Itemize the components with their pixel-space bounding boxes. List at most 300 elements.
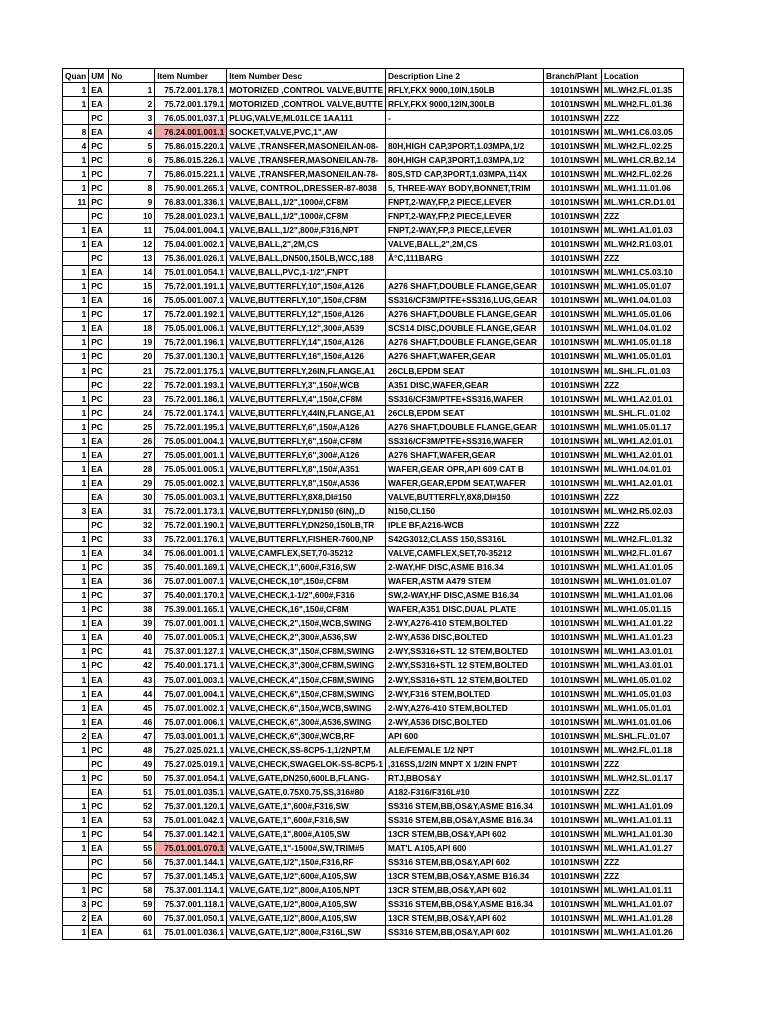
table-row (63, 167, 684, 181)
item-number-cell: 75.90.001.265.1 (155, 181, 227, 195)
item-desc-cell: VALVE,GATE,1"-1500#,SW,TRIM#5 (227, 841, 386, 855)
table-row (63, 237, 684, 251)
line-number-cell: 22 (109, 378, 155, 392)
item-desc-cell: MOTORIZED ,CONTROL VALVE,BUTTE (227, 97, 386, 111)
branch-plant-cell: 10101NSWH (544, 532, 602, 546)
line-number-cell: 57 (109, 869, 155, 883)
line-number-cell: 50 (109, 771, 155, 785)
description-line-2-cell: RTJ,BBOS&Y (386, 771, 544, 785)
quantity-cell: 1 (63, 392, 89, 406)
description-line-2-cell: FNPT,2-WAY,FP,2 PIECE,LEVER (386, 209, 544, 223)
line-number-cell: 46 (109, 715, 155, 729)
table-row (63, 785, 684, 799)
line-number-cell: 24 (109, 406, 155, 420)
table-row (63, 841, 684, 855)
location-cell: ZZZ (602, 378, 684, 392)
table-row (63, 153, 684, 167)
branch-plant-cell: 10101NSWH (544, 363, 602, 377)
item-number-cell: 75.72.001.175.1 (155, 363, 227, 377)
branch-plant-cell: 10101NSWH (544, 125, 602, 139)
description-line-2-cell: 13CR STEM,BB,OS&Y,ASME B16.34 (386, 869, 544, 883)
header-um: UM (89, 69, 109, 83)
line-number-cell: 23 (109, 392, 155, 406)
location-cell: ZZZ (602, 518, 684, 532)
location-cell: ML.WH1.05.01.06 (602, 307, 684, 321)
item-desc-cell: VALVE,CHECK,4",150#,CF8M,SWING (227, 673, 386, 687)
location-cell: ML.WH1.01.01.07 (602, 574, 684, 588)
header-branch-plant: Branch/Plant (544, 69, 602, 83)
line-number-cell: 28 (109, 462, 155, 476)
line-number-cell: 8 (109, 181, 155, 195)
item-desc-cell: VALVE,CAMFLEX,SET,70-35212 (227, 546, 386, 560)
table-row (63, 574, 684, 588)
quantity-cell: 1 (63, 223, 89, 237)
table-row (63, 111, 684, 125)
item-desc-cell: VALVE,GATE,1/2",800#,A105,SW (227, 897, 386, 911)
item-number-cell: 75.07.001.003.1 (155, 673, 227, 687)
line-number-cell: 45 (109, 701, 155, 715)
location-cell: ML.WH1.A1.01.05 (602, 560, 684, 574)
quantity-cell: 1 (63, 476, 89, 490)
item-desc-cell: VALVE,GATE,1",800#,A105,SW (227, 827, 386, 841)
branch-plant-cell: 10101NSWH (544, 616, 602, 630)
description-line-2-cell: N150,CL150 (386, 504, 544, 518)
line-number-cell: 32 (109, 518, 155, 532)
um-cell: EA (89, 83, 109, 97)
location-cell: ML.WH1.A1.01.11 (602, 883, 684, 897)
table-row (63, 799, 684, 813)
table-row (63, 757, 684, 771)
item-desc-cell: VALVE,BUTTERFLY,16",150#,A126 (227, 349, 386, 363)
location-cell: ML.WH2.FL.01.18 (602, 743, 684, 757)
quantity-cell: 1 (63, 813, 89, 827)
item-desc-cell: VALVE,BUTTERFLY,DN150 (6IN),,D (227, 504, 386, 518)
item-desc-cell: VALVE,GATE,0.75X0.75,SS,316#80 (227, 785, 386, 799)
item-desc-cell: VALVE,BUTTERFLY,10",150#,CF8M (227, 293, 386, 307)
um-cell: EA (89, 237, 109, 251)
table-row (63, 462, 684, 476)
table-row (63, 251, 684, 265)
item-desc-cell: VALVE,CHECK,2",300#,A536,SW (227, 630, 386, 644)
location-cell: ML.WH1.A1.01.07 (602, 897, 684, 911)
um-cell: EA (89, 321, 109, 335)
location-cell: ZZZ (602, 757, 684, 771)
line-number-cell: 56 (109, 855, 155, 869)
item-number-cell: 75.05.001.004.1 (155, 434, 227, 448)
item-desc-cell: VALVE, CONTROL,DRESSER-87-8038 (227, 181, 386, 195)
item-desc-cell: VALVE,GATE,1/2",800#,A105,SW (227, 911, 386, 925)
description-line-2-cell: WAFER,GEAR,EPDM SEAT,WAFER (386, 476, 544, 490)
um-cell: PC (89, 897, 109, 911)
location-cell: ML.WH1.05.01.17 (602, 420, 684, 434)
item-number-cell: 75.86.015.221.1 (155, 167, 227, 181)
header-item-number-desc: Item Number Desc (227, 69, 386, 83)
branch-plant-cell: 10101NSWH (544, 420, 602, 434)
um-cell: EA (89, 223, 109, 237)
branch-plant-cell: 10101NSWH (544, 349, 602, 363)
quantity-cell (63, 251, 89, 265)
table-row (63, 378, 684, 392)
location-cell: ML.WH1.C5.03.10 (602, 265, 684, 279)
branch-plant-cell: 10101NSWH (544, 209, 602, 223)
line-number-cell: 11 (109, 223, 155, 237)
line-number-cell: 13 (109, 251, 155, 265)
location-cell: ML.WH1.05.01.18 (602, 335, 684, 349)
table-row (63, 883, 684, 897)
description-line-2-cell: 2-WY,A536 DISC,BOLTED (386, 630, 544, 644)
description-line-2-cell: 5, THREE-WAY BODY,BONNET,TRIM (386, 181, 544, 195)
item-desc-cell: VALVE,CHECK,1",600#,F316,SW (227, 560, 386, 574)
branch-plant-cell: 10101NSWH (544, 869, 602, 883)
branch-plant-cell: 10101NSWH (544, 757, 602, 771)
location-cell: ML.WH2.R1.03.01 (602, 237, 684, 251)
branch-plant-cell: 10101NSWH (544, 687, 602, 701)
item-number-cell: 76.24.001.001.1 (155, 125, 227, 139)
item-number-cell: 75.27.025.021.1 (155, 743, 227, 757)
description-line-2-cell: RFLY,FKX 9000,12IN,300LB (386, 97, 544, 111)
quantity-cell: 1 (63, 701, 89, 715)
location-cell: ML.WH1.05.01.03 (602, 687, 684, 701)
item-number-cell: 75.37.001.118.1 (155, 897, 227, 911)
table-row (63, 490, 684, 504)
quantity-cell: 1 (63, 434, 89, 448)
quantity-cell: 1 (63, 574, 89, 588)
location-cell: ML.SHL.FL.01.03 (602, 363, 684, 377)
um-cell: PC (89, 392, 109, 406)
table-row (63, 209, 684, 223)
table-row (63, 715, 684, 729)
location-cell: ML.WH1.A2.01.01 (602, 392, 684, 406)
item-desc-cell: VALVE,CHECK,1-1/2",600#,F316 (227, 588, 386, 602)
item-number-cell: 75.05.001.003.1 (155, 490, 227, 504)
table-row (63, 616, 684, 630)
branch-plant-cell: 10101NSWH (544, 392, 602, 406)
um-cell: EA (89, 715, 109, 729)
quantity-cell: 1 (63, 715, 89, 729)
branch-plant-cell: 10101NSWH (544, 251, 602, 265)
item-desc-cell: VALVE,CHECK,6",300#,WCB,RF (227, 729, 386, 743)
location-cell: ML.WH1.A2.01.01 (602, 476, 684, 490)
branch-plant-cell: 10101NSWH (544, 588, 602, 602)
um-cell: EA (89, 687, 109, 701)
item-number-cell: 75.07.001.001.1 (155, 616, 227, 630)
quantity-cell: 11 (63, 195, 89, 209)
quantity-cell: 1 (63, 279, 89, 293)
line-number-cell: 52 (109, 799, 155, 813)
um-cell: EA (89, 462, 109, 476)
item-desc-cell: VALVE,GATE,1",600#,F316,SW (227, 799, 386, 813)
um-cell: PC (89, 195, 109, 209)
location-cell: ML.WH1.04.01.01 (602, 462, 684, 476)
description-line-2-cell: 80S,STD CAP,3PORT,1.03MPA,114X (386, 167, 544, 181)
location-cell: ZZZ (602, 111, 684, 125)
location-cell: ZZZ (602, 490, 684, 504)
branch-plant-cell: 10101NSWH (544, 518, 602, 532)
item-number-cell: 75.07.001.007.1 (155, 574, 227, 588)
quantity-cell: 1 (63, 658, 89, 672)
um-cell: PC (89, 518, 109, 532)
description-line-2-cell: A276 SHAFT,WAFER,GEAR (386, 349, 544, 363)
branch-plant-cell: 10101NSWH (544, 673, 602, 687)
description-line-2-cell: FNPT,2-WAY,FP,2 PIECE,LEVER (386, 195, 544, 209)
item-desc-cell: VALVE,BUTTERFLY,3",150#,WCB (227, 378, 386, 392)
table-row (63, 434, 684, 448)
location-cell: ZZZ (602, 869, 684, 883)
item-desc-cell: SOCKET,VALVE,PVC,1",AW (227, 125, 386, 139)
line-number-cell: 14 (109, 265, 155, 279)
item-desc-cell: VALVE,BUTTERFLY,14",150#,A126 (227, 335, 386, 349)
location-cell: ML.WH1.05.01.01 (602, 701, 684, 715)
description-line-2-cell: ALE/FEMALE 1/2 NPT (386, 743, 544, 757)
item-desc-cell: VALVE,CHECK,3",150#,CF8M,SWING (227, 644, 386, 658)
item-number-cell: 75.37.001.144.1 (155, 855, 227, 869)
item-number-cell: 75.72.001.191.1 (155, 279, 227, 293)
item-desc-cell: VALVE,CHECK,16",150#,CF8M (227, 602, 386, 616)
description-line-2-cell: A276 SHAFT,DOUBLE FLANGE,GEAR (386, 420, 544, 434)
quantity-cell: 8 (63, 125, 89, 139)
location-cell: ML.WH1.05.01.02 (602, 673, 684, 687)
quantity-cell: 1 (63, 181, 89, 195)
um-cell: PC (89, 279, 109, 293)
branch-plant-cell: 10101NSWH (544, 97, 602, 111)
um-cell: EA (89, 293, 109, 307)
item-number-cell: 75.40.001.171.1 (155, 658, 227, 672)
description-line-2-cell: VALVE,CAMFLEX,SET,70-35212 (386, 546, 544, 560)
um-cell: PC (89, 855, 109, 869)
um-cell: PC (89, 799, 109, 813)
table-row (63, 602, 684, 616)
line-number-cell: 42 (109, 658, 155, 672)
line-number-cell: 59 (109, 897, 155, 911)
table-row (63, 125, 684, 139)
table-row (63, 97, 684, 111)
item-desc-cell: VALVE,BUTTERFLY,4",150#,CF8M (227, 392, 386, 406)
item-number-cell: 75.01.001.070.1 (155, 841, 227, 855)
branch-plant-cell: 10101NSWH (544, 406, 602, 420)
branch-plant-cell: 10101NSWH (544, 223, 602, 237)
um-cell: EA (89, 97, 109, 111)
description-line-2-cell: - (386, 111, 544, 125)
item-number-cell: 75.04.001.002.1 (155, 237, 227, 251)
quantity-cell: 1 (63, 265, 89, 279)
branch-plant-cell: 10101NSWH (544, 181, 602, 195)
location-cell: ML.WH2.FL.01.36 (602, 97, 684, 111)
description-line-2-cell: API 600 (386, 729, 544, 743)
item-desc-cell: VALVE,CHECK,SS-8CP5-1,1/2NPT,M (227, 743, 386, 757)
description-line-2-cell: SS316/CF3M/PTFE+SS316,LUG,GEAR (386, 293, 544, 307)
item-number-cell: 75.40.001.169.1 (155, 560, 227, 574)
branch-plant-cell: 10101NSWH (544, 504, 602, 518)
location-cell: ML.WH2.FL.01.32 (602, 532, 684, 546)
description-line-2-cell: RFLY,FKX 9000,10IN,150LB (386, 83, 544, 97)
quantity-cell: 1 (63, 602, 89, 616)
um-cell: PC (89, 307, 109, 321)
um-cell: EA (89, 546, 109, 560)
quantity-cell (63, 855, 89, 869)
description-line-2-cell: WAFER,GEAR OPR,API 609 CAT B (386, 462, 544, 476)
branch-plant-cell: 10101NSWH (544, 167, 602, 181)
description-line-2-cell (386, 125, 544, 139)
line-number-cell: 37 (109, 588, 155, 602)
location-cell: ML.WH2.FL.02.25 (602, 139, 684, 153)
um-cell: EA (89, 729, 109, 743)
quantity-cell: 1 (63, 644, 89, 658)
item-number-cell: 75.72.001.196.1 (155, 335, 227, 349)
item-desc-cell: VALVE,BUTTERFLY,6",300#,A126 (227, 448, 386, 462)
item-number-cell: 75.05.001.001.1 (155, 448, 227, 462)
table-row (63, 630, 684, 644)
table-row (63, 897, 684, 911)
item-number-cell: 75.37.001.127.1 (155, 644, 227, 658)
branch-plant-cell: 10101NSWH (544, 279, 602, 293)
header-no: No (109, 69, 155, 83)
line-number-cell: 17 (109, 307, 155, 321)
line-number-cell: 9 (109, 195, 155, 209)
item-number-cell: 75.40.001.170.1 (155, 588, 227, 602)
um-cell: PC (89, 139, 109, 153)
branch-plant-cell: 10101NSWH (544, 307, 602, 321)
um-cell: EA (89, 265, 109, 279)
item-desc-cell: VALVE,BUTTERFLY,8",150#,A536 (227, 476, 386, 490)
um-cell: EA (89, 616, 109, 630)
item-desc-cell: VALVE,BUTTERFLY,26IN,FLANGE,A1 (227, 363, 386, 377)
table-row (63, 476, 684, 490)
table-row (63, 813, 684, 827)
item-desc-cell: VALVE,CHECK,10",150#,CF8M (227, 574, 386, 588)
line-number-cell: 39 (109, 616, 155, 630)
um-cell: PC (89, 335, 109, 349)
item-number-cell: 75.39.001.165.1 (155, 602, 227, 616)
item-desc-cell: VALVE,CHECK,2",150#,WCB,SWING (227, 616, 386, 630)
table-row (63, 855, 684, 869)
branch-plant-cell: 10101NSWH (544, 448, 602, 462)
location-cell: ML.SHL.FL.01.07 (602, 729, 684, 743)
quantity-cell: 1 (63, 448, 89, 462)
um-cell: EA (89, 448, 109, 462)
description-line-2-cell: 80H,HIGH CAP,3PORT,1.03MPA,1/2 (386, 153, 544, 167)
table-row (63, 307, 684, 321)
quantity-cell: 1 (63, 925, 89, 939)
description-line-2-cell: SS316 STEM,BB,OS&Y,ASME B16.34 (386, 897, 544, 911)
item-number-cell: 75.72.001.178.1 (155, 83, 227, 97)
quantity-cell: 1 (63, 827, 89, 841)
item-number-cell: 75.72.001.186.1 (155, 392, 227, 406)
quantity-cell: 2 (63, 911, 89, 925)
line-number-cell: 7 (109, 167, 155, 181)
quantity-cell: 1 (63, 841, 89, 855)
location-cell: ZZZ (602, 785, 684, 799)
line-number-cell: 47 (109, 729, 155, 743)
description-line-2-cell: 2-WY,A536 DISC,BOLTED (386, 715, 544, 729)
table-row (63, 658, 684, 672)
item-desc-cell: VALVE,GATE,DN250,600LB,FLANG- (227, 771, 386, 785)
item-desc-cell: VALVE,GATE,1/2",800#,A105,NPT (227, 883, 386, 897)
um-cell: EA (89, 125, 109, 139)
branch-plant-cell: 10101NSWH (544, 139, 602, 153)
line-number-cell: 61 (109, 925, 155, 939)
quantity-cell (63, 869, 89, 883)
table-row (63, 139, 684, 153)
branch-plant-cell: 10101NSWH (544, 729, 602, 743)
location-cell: ML.WH1.04.01.03 (602, 293, 684, 307)
item-desc-cell: VALVE,BALL,DN500,150LB,WCC,188 (227, 251, 386, 265)
um-cell: PC (89, 757, 109, 771)
table-row (63, 83, 684, 97)
item-number-cell: 75.04.001.004.1 (155, 223, 227, 237)
description-line-2-cell: VALVE,BALL,2",2M,CS (386, 237, 544, 251)
description-line-2-cell: S42G3012,CLASS 150,SS316L (386, 532, 544, 546)
description-line-2-cell: 2-WY,A276-410 STEM,BOLTED (386, 701, 544, 715)
item-desc-cell: VALVE,BUTTERFLY,8",150#,A351 (227, 462, 386, 476)
location-cell: ML.WH1.A2.01.01 (602, 434, 684, 448)
quantity-cell: 1 (63, 363, 89, 377)
item-number-cell: 75.72.001.179.1 (155, 97, 227, 111)
quantity-cell (63, 378, 89, 392)
line-number-cell: 2 (109, 97, 155, 111)
header-row (63, 69, 684, 83)
line-number-cell: 54 (109, 827, 155, 841)
location-cell: ML.SHL.FL.01.02 (602, 406, 684, 420)
branch-plant-cell: 10101NSWH (544, 574, 602, 588)
branch-plant-cell: 10101NSWH (544, 462, 602, 476)
item-number-cell: 75.01.001.042.1 (155, 813, 227, 827)
branch-plant-cell: 10101NSWH (544, 925, 602, 939)
quantity-cell: 1 (63, 687, 89, 701)
line-number-cell: 40 (109, 630, 155, 644)
branch-plant-cell: 10101NSWH (544, 265, 602, 279)
location-cell: ML.WH1.05.01.15 (602, 602, 684, 616)
item-desc-cell: VALVE,BUTTERFLY,FISHER-7600,NP (227, 532, 386, 546)
item-number-cell: 75.07.001.002.1 (155, 701, 227, 715)
location-cell: ZZZ (602, 855, 684, 869)
location-cell: ML.WH1.C6.03.05 (602, 125, 684, 139)
table-row (63, 279, 684, 293)
item-number-cell: 75.37.001.120.1 (155, 799, 227, 813)
description-line-2-cell: 2-WY,SS316+STL 12 STEM,BOLTED (386, 673, 544, 687)
location-cell: ML.WH1.CR.B2.14 (602, 153, 684, 167)
quantity-cell: 1 (63, 83, 89, 97)
line-number-cell: 19 (109, 335, 155, 349)
branch-plant-cell: 10101NSWH (544, 490, 602, 504)
item-desc-cell: VALVE,BALL,2",2M,CS (227, 237, 386, 251)
item-desc-cell: VALVE,BUTTERFLY,6",150#,A126 (227, 420, 386, 434)
line-number-cell: 1 (109, 83, 155, 97)
description-line-2-cell: SS316 STEM,BB,OS&Y,ASME B16.34 (386, 813, 544, 827)
branch-plant-cell: 10101NSWH (544, 237, 602, 251)
location-cell: ML.WH1.A1.01.27 (602, 841, 684, 855)
item-number-cell: 75.86.015.226.1 (155, 153, 227, 167)
branch-plant-cell: 10101NSWH (544, 841, 602, 855)
branch-plant-cell: 10101NSWH (544, 897, 602, 911)
branch-plant-cell: 10101NSWH (544, 560, 602, 574)
line-number-cell: 20 (109, 349, 155, 363)
item-number-cell: 75.37.001.130.1 (155, 349, 227, 363)
branch-plant-cell: 10101NSWH (544, 715, 602, 729)
table-row (63, 265, 684, 279)
line-number-cell: 21 (109, 363, 155, 377)
description-line-2-cell: SS316/CF3M/PTFE+SS316,WAFER (386, 434, 544, 448)
line-number-cell: 51 (109, 785, 155, 799)
item-number-cell: 75.27.025.019.1 (155, 757, 227, 771)
line-number-cell: 26 (109, 434, 155, 448)
header-item-number: Item Number (155, 69, 227, 83)
description-line-2-cell: SS316/CF3M/PTFE+SS316,WAFER (386, 392, 544, 406)
item-number-cell: 76.83.001.336.1 (155, 195, 227, 209)
item-number-cell: 75.05.001.005.1 (155, 462, 227, 476)
item-desc-cell: VALVE,BUTTERFLY,6",150#,CF8M (227, 434, 386, 448)
um-cell: PC (89, 153, 109, 167)
table-row (63, 827, 684, 841)
